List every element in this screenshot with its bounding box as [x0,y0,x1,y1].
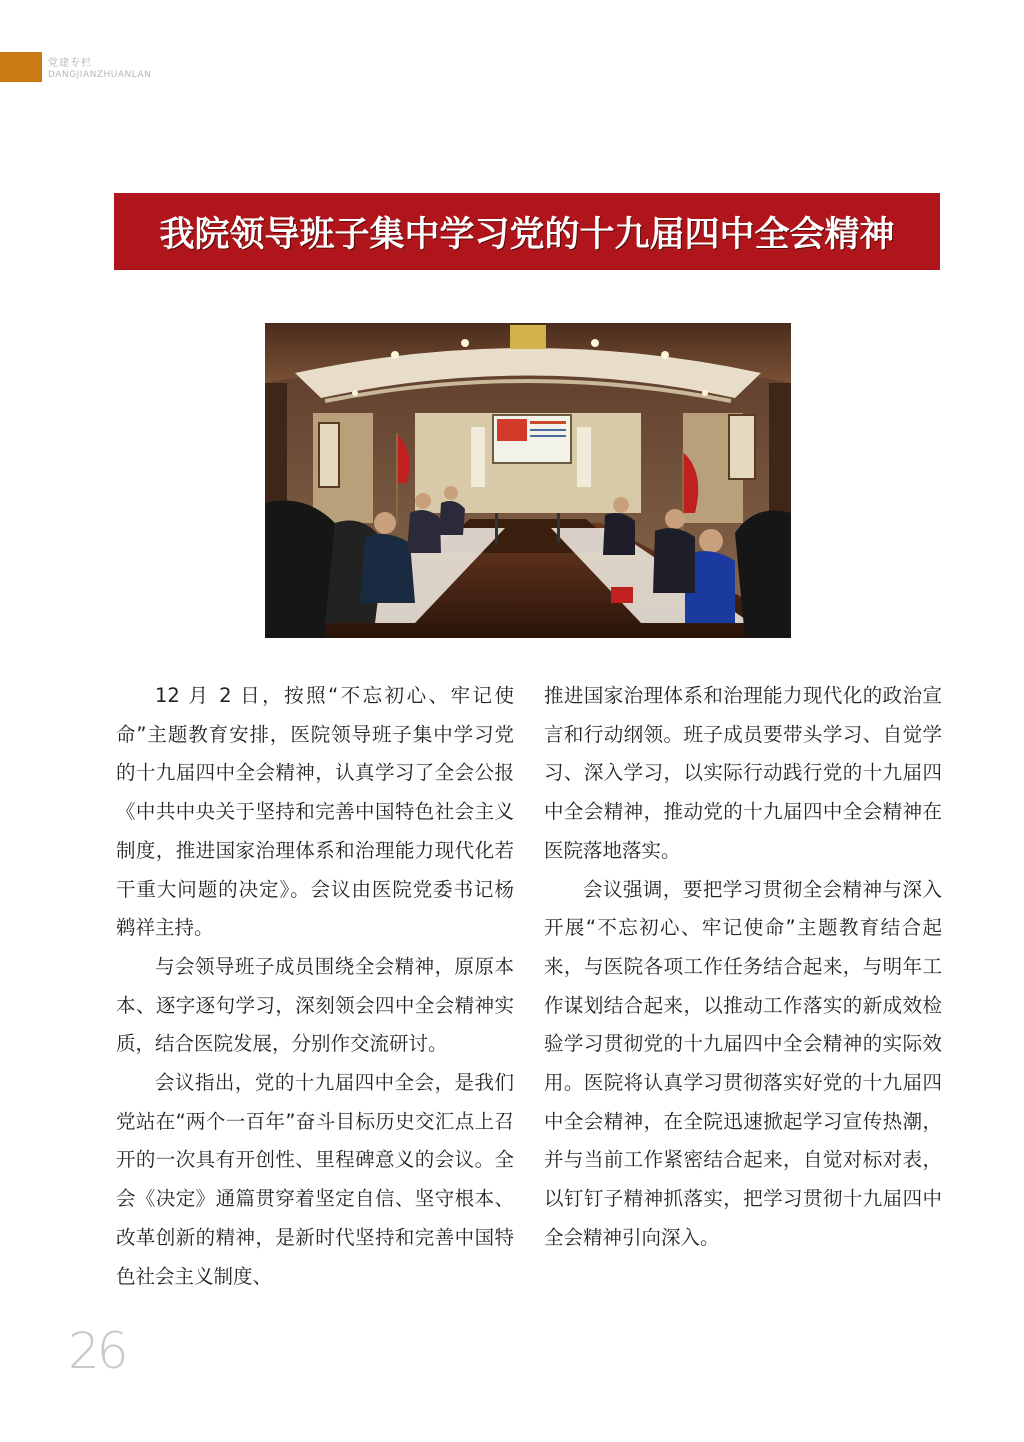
article-paragraph: 推进国家治理体系和治理能力现代化的政治宣言和行动纲领。班子成员要带头学习、自觉学习、深入学习，以实际行动践行党的十九届四中全会精神，推动党的十九届四中全会精神在医院落地落实。 [544,684,942,862]
article-paragraph: 会议指出，党的十九届四中全会，是我们党站在“两个一百年”奋斗目标历史交汇点上召开的一次具有开创性、里程碑意义的会议。全会《决定》通篇贯穿着坚定自信、坚守根本、改革创新的精神，是新时代坚持和完善中国特色社会主义制度、 [116,1071,514,1288]
section-tab-marker [0,52,42,82]
article-title: 我院领导班子集中学习党的十九届四中全会精神 [159,213,895,255]
article-paragraph: 会议强调，要把学习贯彻全会精神与深入开展“不忘初心、牢记使命”主题教育结合起来，与医院各项工作任务结合起来，与明年工作谋划结合起来，以推动工作落实的新成效检验学习贯彻党的十九届四中全会精神的实际效用。医院将认真学习贯彻落实好党的十九届四中全会精神，在全院迅速掀起学习宣传热潮，并与当前工作紧密结合起来，自觉对标对表，以钉钉子精神抓落实，把学习贯彻十九届四中全会精神引向深入。 [544,877,942,1249]
section-label: 党建专栏 [48,58,92,69]
article-paragraph: 与会领导班子成员围绕全会精神，原原本本、逐字逐句学习，深刻领会四中全会精神实质，结合医院发展，分别作交流研讨。 [116,954,514,1056]
title-banner [114,193,940,270]
article-paragraph: 12 月 2 日，按照“不忘初心、牢记使命”主题教育安排，医院领导班子集中学习党的十九届四中全会精神，认真学习了全会公报《中共中央关于坚持和完善中国特色社会主义制度，推进国家治理体系和治理能力现代化若干重大问题的决定》。会议由医院党委书记杨鹈祥主持。 [116,684,514,940]
meeting-photo [265,323,791,638]
section-label-pinyin: DANGJIANZHUANLAN [48,70,152,80]
article-column-left [116,677,514,1296]
article-column-right [544,677,942,1258]
page-number: 26 [68,1322,126,1380]
